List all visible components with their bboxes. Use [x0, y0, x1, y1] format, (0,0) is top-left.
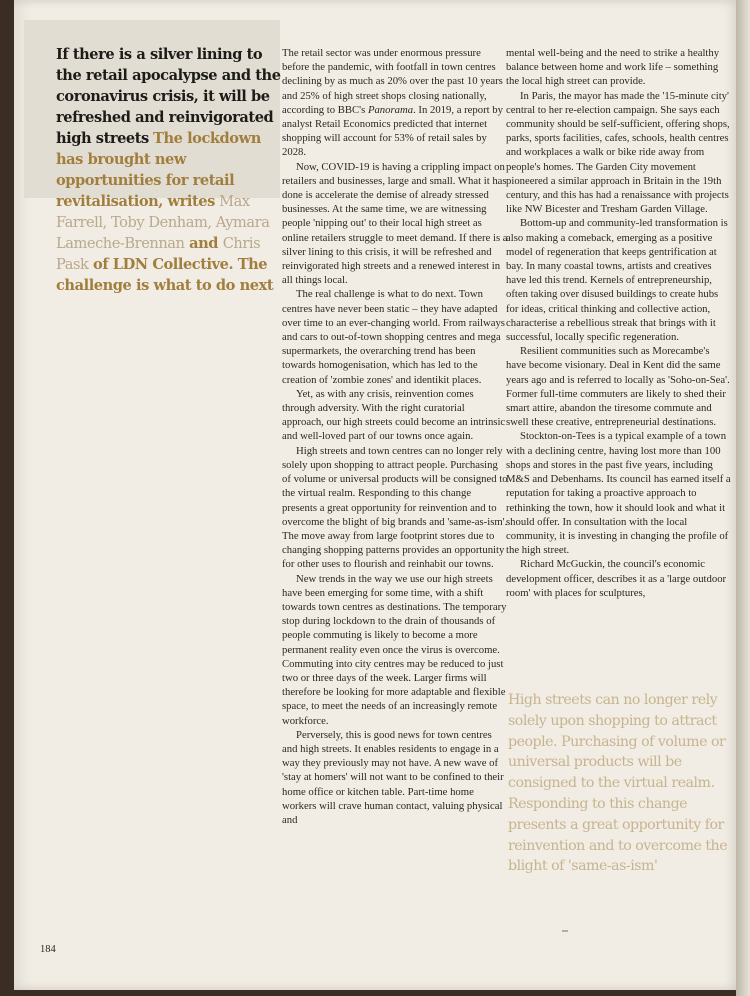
magazine-page	[14, 0, 738, 990]
paragraph: New trends in the way we use our high streets have been emerging for some time, with a shift towards town centres as destinations. The temporary stop during lockdown to the drain of thousands of people commuting is likely to become a more permanent reality even once the virus is overcome. Commuting into city centres may be reduced to just two or three days of the week. Larger firms will therefore be looking for more adaptable and flexible space, to meet the needs of an increasingly remote workforce.	[282, 572, 507, 727]
paragraph-text: . In 2019, a report by analyst Retail Economics predicted that internet shopping will account for 53% of retail sales by 2028.	[282, 103, 503, 159]
body-column-2	[506, 46, 732, 600]
standfirst-text: The lockdown has brought new opportunities for retail revitalisation, writes	[56, 130, 261, 210]
author-separator: ,	[207, 214, 216, 231]
paragraph: In Paris, the mayor has made the '15-minute city' central to her re-election campaign. She says each community should be self-sufficient, offering shops, parks, sports facilities, cafes, schools, health centres and workplaces a walk or bike ride away from people's homes. The Garden City movement pioneered a similar approach in Britain in the 19th century, and this has had a renaissance with projects like NW Bicester and Tresham Garden Village.	[506, 89, 730, 216]
paragraph: Yet, as with any crisis, reinvention comes through adversity. With the right curatorial approach, our high streets could become an intrinsic and well-loved part of our towns once again.	[282, 387, 506, 443]
author-name: Chris Pask	[56, 235, 261, 273]
paragraph: Resilient communities such as Morecambe's have become visionary. Deal in Kent did the same years ago and is referred to locally as 'Soho-on-Sea'. Former full-time commuters are likely to shed their smart attire, abandon the tiresome commute and swell these creative, entrepreneurial destinations.	[506, 345, 730, 429]
decorative-mark	[562, 930, 568, 932]
publication-title: Panorama	[367, 103, 414, 116]
paragraph: Now, COVID-19 is having a crippling impact on retailers and businesses, large and small. What it has done is accelerate the demise of already stressed businesses. At the same time, we are witnessing people 'nipping out' to their local high street as online retailers struggle to meet demand. If there is a silver lining to this crisis, it will be refreshed and reinvigorated high streets and a renewed interest in all things local.	[282, 160, 508, 287]
paragraph: Bottom-up and community-led transformation is also making a comeback, emerging as a positive model of regeneration that keeps gentrification at bay. In many coastal towns, artists and creatives have led this trend. Kernels of entrepreneurship, often taking over disused buildings to create hubs for ideas, critical thinking and collective action, characterise a rebellious streak that brings with it successful, locally specific regeneration.	[506, 217, 728, 344]
author-name: Toby Denham	[111, 214, 208, 231]
paragraph: mental well-being and the need to strike a healthy balance between home and work life – something the local high street can provide.	[506, 47, 720, 88]
author-name: Max Farrell	[56, 193, 250, 231]
article-intro	[56, 44, 288, 296]
pull-quote: High streets can no longer rely solely upon shopping to attract people. Purchasing of volume or universal products will be consigned to the virtual realm. Responding to this change presents a great opportunity for reinvention and to overcome the blight of 'same-as-ism'	[508, 692, 728, 875]
paragraph: Richard McGuckin, the council's economic development officer, describes it as a 'large outdoor room' with places for sculptures,	[506, 558, 727, 599]
body-column-1	[282, 46, 508, 827]
author-conjunction: and	[184, 235, 223, 252]
paragraph: Perversely, this is good news for town centres and high streets. It enables residents to engage in a way they previously may not have. A new wave of 'stay at homers' will not want to be confined to their home office or kitchen table. Part-time home workers will crave human contact, valuing physical and	[282, 728, 504, 826]
author-name: Aymara Lameche-Brennan	[56, 214, 270, 252]
standfirst-text: of LDN Collective. The challenge is what to do next	[56, 256, 274, 294]
paragraph: The real challenge is what to do next. Town centres have never been static – they have adapted over time to an ever-changing world. From railways and cars to out-of-town shopping centres and mega supermarkets, the overarching trend has been towards homogenisation, which has led to the creation of 'zombie zones' and identikit places.	[282, 288, 505, 386]
paragraph-text: The retail sector was under enormous pressure before the pandemic, with footfall in town centres declining by as much as 20% over the past 10 years and 25% of high street shops closing nationally, according to BBC's	[282, 47, 503, 116]
paragraph: Stockton-on-Tees is a typical example of a town with a declining centre, having lost more than 100 shops and stores in the past five years, including M&S and Debenhams. Its council has earned itself a reputation for taking a proactive approach to rethinking the town, how it should look and what it should offer. In consultation with the local community, it is investing in changing the profile of the high street.	[506, 430, 731, 557]
next-page-edge	[736, 0, 750, 996]
paragraph: High streets and town centres can no longer rely solely upon shopping to attract people. Purchasing of volume or universal products will be consigned to the virtual realm. Responding to this change presents a great opportunity for reinvention and to overcome the blight of big brands and 'same-as-ism'. The move away from large footprint stores due to changing shopping patterns provides an opportunity for other uses to flourish and reinhabit our towns.	[282, 444, 508, 571]
paragraph	[282, 46, 508, 160]
page-number: 184	[40, 944, 56, 955]
author-separator: ,	[102, 214, 112, 231]
article-headline: If there is a silver lining to the retail apocalypse and the coronavirus crisis, it will be refreshed and reinvigorated high streets	[56, 46, 281, 147]
